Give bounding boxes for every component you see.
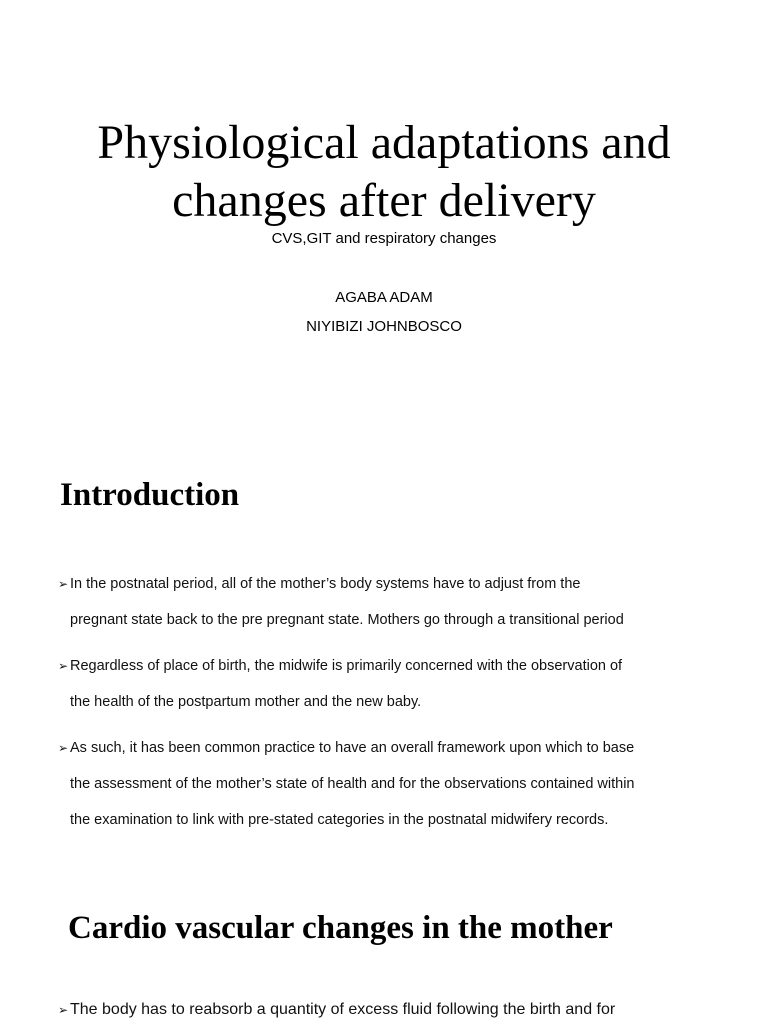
topic-subtitle: CVS,GIT and respiratory changes: [271, 230, 497, 247]
cardio-bullet-1: [58, 996, 728, 1024]
bullet-text-line: the health of the postpartum mother and the new baby.: [70, 694, 422, 710]
bullet-text-line: pregnant state back to the pre pregnant state. Mothers go through a transitional period: [70, 612, 624, 628]
bullet-text-line: Regardless of place of birth, the midwife is primarily concerned with the observation of: [70, 658, 623, 674]
bullet-text-line: In the postnatal period, all of the mother’s body systems have to adjust from the: [70, 576, 581, 592]
intro-bullet-2: [58, 648, 728, 720]
cardio-bullets: [58, 996, 728, 1034]
bullet-text-line: The body has to reabsorb a quantity of excess fluid following the birth and for: [70, 1001, 616, 1018]
bullet-text-line: As such, it has been common practice to have an overall framework upon which to base: [70, 740, 635, 756]
author-name-2: NIYIBIZI JOHNBOSCO: [306, 318, 462, 335]
intro-bullet-1: [58, 566, 728, 638]
presentation-title: [0, 114, 768, 230]
bullet-text-line: the examination to link with pre-stated categories in the postnatal midwifery records.: [70, 812, 609, 828]
introduction-heading: Introduction: [60, 477, 240, 513]
introduction-bullets: [58, 566, 728, 848]
author-name-1: AGABA ADAM: [335, 289, 433, 306]
title-slide: [0, 0, 768, 440]
bullet-arrow-icon: ➢: [58, 1003, 69, 1017]
intro-bullet-3: [58, 730, 728, 838]
bullet-arrow-icon: ➢: [58, 659, 69, 673]
bullet-arrow-icon: ➢: [58, 741, 69, 755]
title-line-1: Physiological adaptations and: [97, 116, 671, 169]
bullet-arrow-icon: ➢: [58, 577, 69, 591]
bullet-text-line: the assessment of the mother’s state of health and for the observations contained within: [70, 776, 635, 792]
title-line-2: changes after delivery: [172, 174, 596, 227]
cardio-vascular-heading: Cardio vascular changes in the mother: [68, 910, 613, 946]
